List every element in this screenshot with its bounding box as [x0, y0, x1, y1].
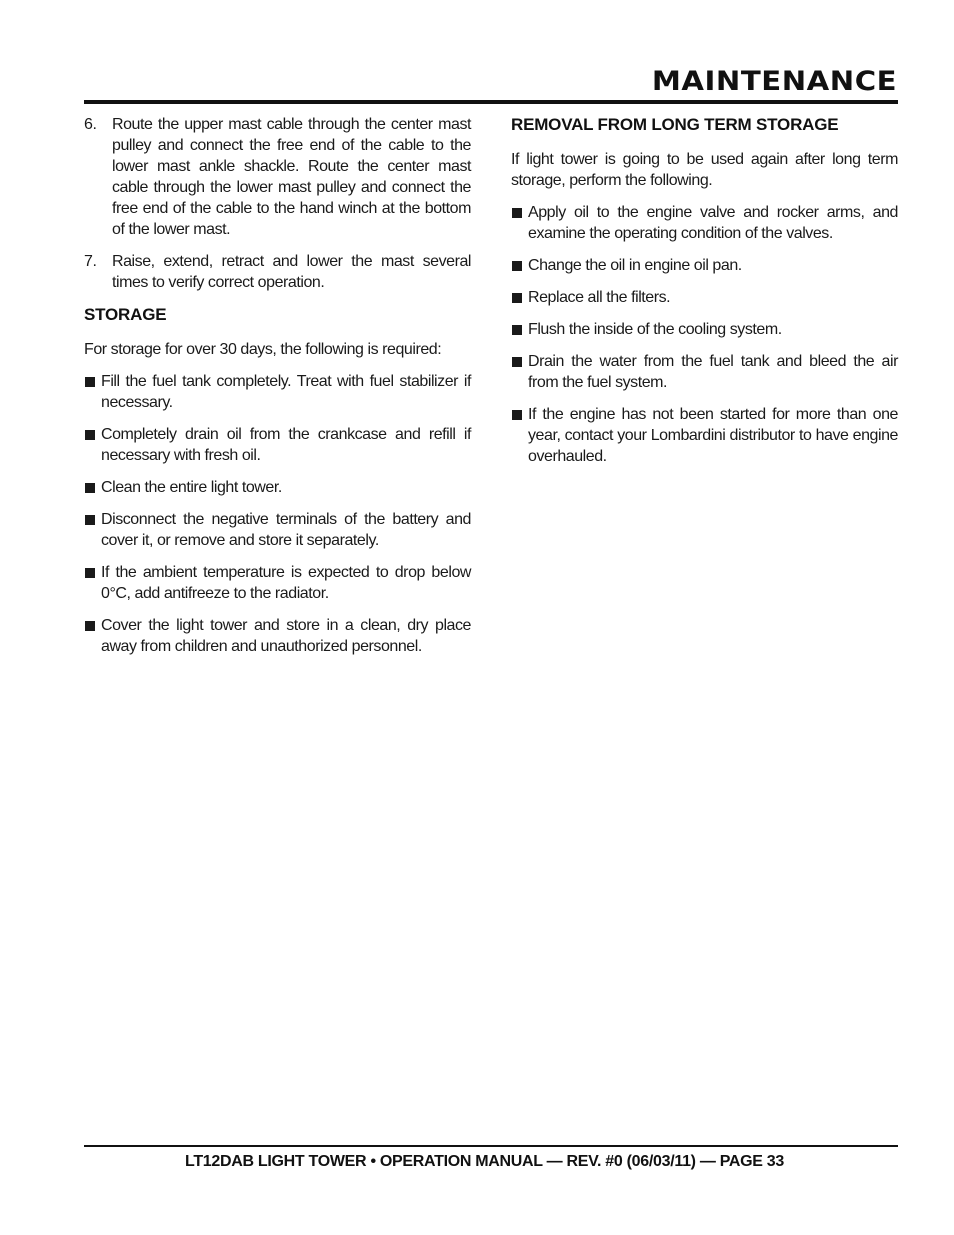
numbered-step	[84, 251, 471, 293]
bullet-item	[84, 477, 471, 498]
header-rule	[84, 100, 898, 104]
square-bullet-icon	[512, 261, 522, 271]
square-bullet-icon	[85, 621, 95, 631]
bullet-item	[511, 287, 898, 308]
bullet-text: If the ambient temperature is expected to drop below 0°C, add antifreeze to the radiator.	[101, 564, 471, 602]
bullet-text: Completely drain oil from the crankcase and refill if necessary with fresh oil.	[101, 426, 471, 464]
bullet-item	[84, 371, 471, 413]
bullet-item	[84, 424, 471, 466]
square-bullet-icon	[85, 568, 95, 578]
removal-heading: REMOVAL FROM LONG TERM STORAGE	[511, 115, 839, 134]
square-bullet-icon	[85, 515, 95, 525]
right-column	[511, 114, 898, 478]
bullet-text: Disconnect the negative terminals of the battery and cover it, or remove and store it separately.	[101, 511, 471, 549]
storage-heading: STORAGE	[84, 305, 167, 324]
bullet-text: Replace all the filters.	[528, 289, 671, 306]
numbered-step	[84, 114, 471, 240]
bullet-text: Drain the water from the fuel tank and bleed the air from the fuel system.	[528, 353, 898, 391]
bullet-item	[84, 509, 471, 551]
bullet-item	[511, 255, 898, 276]
bullet-text: Flush the inside of the cooling system.	[528, 321, 782, 338]
square-bullet-icon	[512, 325, 522, 335]
page-title: MAINTENANCE	[651, 66, 897, 97]
bullet-item	[511, 351, 898, 393]
step-text: Route the upper mast cable through the center mast pulley and connect the free end of the cable to the lower mast ankle shackle. Route the center mast cable through the lower mast pulley and connect the free end of the cable to the hand winch at the bottom of the lower mast.	[112, 116, 471, 238]
storage-intro: For storage for over 30 days, the following is required:	[84, 341, 442, 358]
bullet-item	[511, 404, 898, 467]
square-bullet-icon	[85, 430, 95, 440]
square-bullet-icon	[512, 410, 522, 420]
square-bullet-icon	[512, 208, 522, 218]
bullet-text: Fill the fuel tank completely. Treat with fuel stabilizer if necessary.	[101, 373, 471, 411]
square-bullet-icon	[512, 293, 522, 303]
step-text: Raise, extend, retract and lower the mast several times to verify correct operation.	[112, 253, 471, 291]
bullet-item	[511, 319, 898, 340]
bullet-text: Apply oil to the engine valve and rocker arms, and examine the operating condition of the valves.	[528, 204, 898, 242]
bullet-item	[511, 202, 898, 244]
square-bullet-icon	[85, 377, 95, 387]
step-number: 7.	[84, 253, 97, 270]
square-bullet-icon	[85, 483, 95, 493]
bullet-text: Clean the entire light tower.	[101, 479, 282, 496]
bullet-text: Cover the light tower and store in a clean, dry place away from children and unauthorized personnel.	[101, 617, 471, 655]
bullet-text: If the engine has not been started for more than one year, contact your Lombardini distributor to have engine overhauled.	[528, 406, 898, 465]
footer-rule	[84, 1145, 898, 1147]
removal-intro: If light tower is going to be used again after long term storage, perform the following.	[511, 151, 898, 189]
square-bullet-icon	[512, 357, 522, 367]
bullet-item	[84, 562, 471, 604]
step-number: 6.	[84, 116, 97, 133]
left-column	[84, 114, 471, 668]
footer-text: LT12DAB LIGHT TOWER • OPERATION MANUAL — REV. #0 (06/03/11) — PAGE 33	[185, 1153, 784, 1170]
bullet-text: Change the oil in engine oil pan.	[528, 257, 742, 274]
bullet-item	[84, 615, 471, 657]
